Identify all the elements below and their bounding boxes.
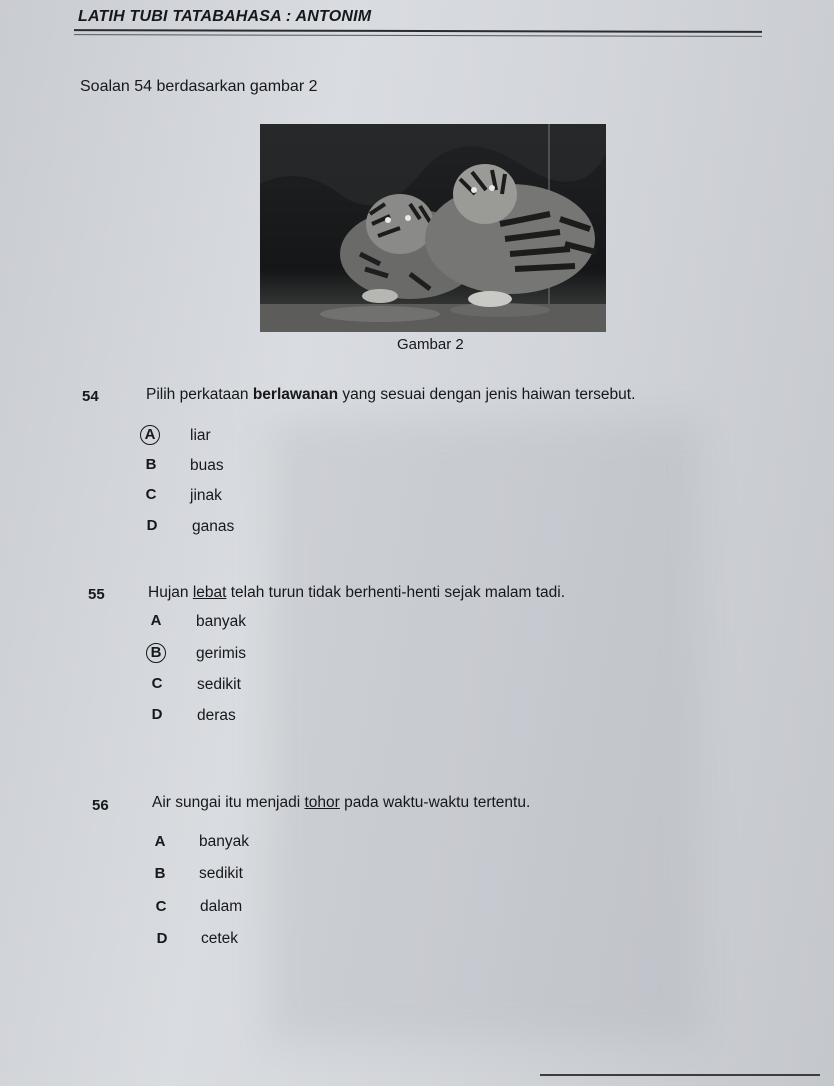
underlined-keyword: lebat (192, 584, 227, 601)
option-text[interactable]: buas (190, 457, 224, 474)
option-letter[interactable]: A (154, 833, 166, 850)
option-letter[interactable]: B (154, 865, 166, 882)
question-number: 55 (88, 586, 105, 603)
tiger-cubs-photo (260, 124, 606, 332)
option-letter[interactable]: D (156, 930, 168, 947)
option-text[interactable]: banyak (196, 613, 246, 630)
underlined-keyword: tohor (304, 794, 340, 811)
option-text[interactable]: gerimis (196, 645, 246, 662)
tiger-cubs-illustration (260, 124, 606, 332)
question-text: Hujan lebat telah turun tidak berhenti-henti sejak malam tadi. (148, 584, 566, 601)
question-text: Air sungai itu menjadi tohor pada waktu-waktu tertentu. (152, 794, 531, 811)
option-letter[interactable]: D (151, 706, 163, 723)
question-number: 54 (82, 388, 99, 405)
intro-instruction: Soalan 54 berdasarkan gambar 2 (80, 78, 318, 95)
option-text[interactable]: dalam (200, 898, 243, 915)
question-text: Pilih perkataan berlawanan yang sesuai dengan jenis haiwan tersebut. (146, 386, 636, 403)
figure-caption: Gambar 2 (397, 336, 464, 353)
option-text[interactable]: liar (190, 427, 211, 444)
question-number: 56 (92, 797, 109, 814)
option-letter[interactable]: B (145, 456, 157, 473)
bold-keyword: berlawanan (252, 386, 339, 403)
option-text[interactable]: deras (197, 707, 236, 724)
option-text[interactable]: banyak (199, 833, 249, 850)
option-letter[interactable]: A (150, 612, 162, 629)
option-letter-circled[interactable]: A (140, 425, 160, 445)
paper-shadow (270, 420, 700, 1040)
option-text[interactable]: sedikit (199, 865, 243, 882)
option-letter[interactable]: C (151, 675, 163, 692)
footer-rule (540, 1074, 820, 1076)
option-text[interactable]: ganas (192, 518, 235, 535)
option-letter-circled[interactable]: B (146, 643, 166, 663)
header-rule-thin (74, 34, 762, 37)
option-letter[interactable]: C (145, 486, 157, 503)
option-letter[interactable]: D (146, 517, 158, 534)
header-rule (74, 29, 762, 33)
option-text[interactable]: cetek (201, 930, 239, 947)
option-letter[interactable]: C (155, 898, 167, 915)
worksheet-title: LATIH TUBI TATABAHASA : ANTONIM (78, 8, 372, 25)
option-text[interactable]: sedikit (197, 676, 241, 693)
option-text[interactable]: jinak (190, 487, 222, 504)
